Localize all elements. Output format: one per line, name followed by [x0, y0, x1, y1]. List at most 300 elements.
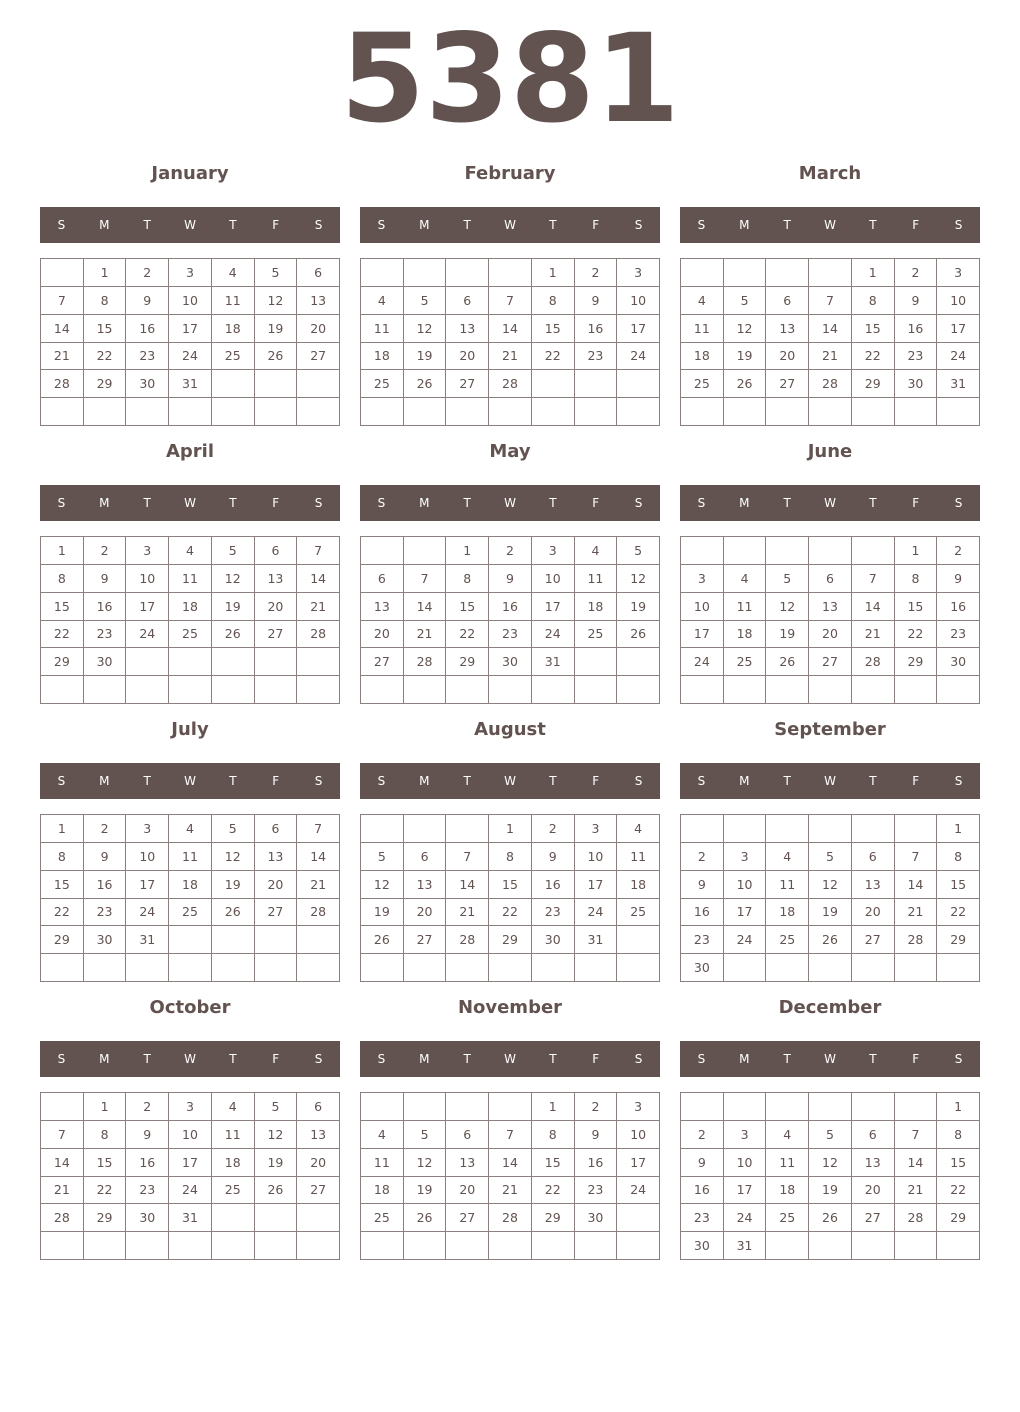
weekday-label: M — [739, 218, 750, 232]
day-cell: 20 — [361, 621, 404, 649]
empty-day-cell — [724, 259, 767, 287]
day-cell: 27 — [446, 370, 489, 398]
weekday-label: F — [272, 496, 280, 510]
day-cell: 20 — [297, 1149, 340, 1177]
day-cell: 5 — [724, 287, 767, 315]
day-cell: 24 — [617, 1177, 660, 1205]
weekday-label: T — [229, 218, 237, 232]
day-cell: 20 — [766, 343, 809, 371]
empty-day-cell — [852, 398, 895, 426]
day-cell: 25 — [575, 621, 618, 649]
day-cell: 3 — [724, 843, 767, 871]
day-cell: 17 — [617, 1149, 660, 1177]
empty-day-cell — [617, 1232, 660, 1260]
day-cell: 15 — [84, 315, 127, 343]
day-cell: 12 — [255, 287, 298, 315]
day-cell: 2 — [895, 259, 938, 287]
day-cell: 24 — [575, 899, 618, 927]
day-cell: 5 — [809, 1121, 852, 1149]
empty-day-cell — [766, 1232, 809, 1260]
day-cell: 29 — [84, 370, 127, 398]
day-cell: 16 — [681, 1177, 724, 1205]
day-cell: 5 — [361, 843, 404, 871]
weekday-label: F — [912, 774, 920, 788]
day-cell: 25 — [212, 343, 255, 371]
day-cell: 24 — [681, 648, 724, 676]
day-grid — [360, 258, 660, 426]
empty-day-cell — [297, 926, 340, 954]
day-cell: 23 — [575, 343, 618, 371]
empty-day-cell — [895, 1232, 938, 1260]
day-cell: 1 — [446, 537, 489, 565]
empty-day-cell — [681, 537, 724, 565]
day-cell: 25 — [169, 899, 212, 927]
day-cell: 16 — [937, 593, 980, 621]
day-cell: 1 — [532, 259, 575, 287]
day-cell: 14 — [41, 1149, 84, 1177]
weekday-label: S — [634, 1052, 643, 1066]
day-cell: 31 — [169, 370, 212, 398]
day-cell: 19 — [809, 1177, 852, 1205]
empty-day-cell — [532, 398, 575, 426]
day-cell: 25 — [681, 370, 724, 398]
day-cell: 11 — [766, 1149, 809, 1177]
day-cell: 19 — [724, 343, 767, 371]
day-cell: 26 — [212, 621, 255, 649]
day-cell: 11 — [617, 843, 660, 871]
day-cell: 27 — [255, 899, 298, 927]
day-cell: 22 — [937, 1177, 980, 1205]
day-cell: 11 — [169, 843, 212, 871]
day-cell: 8 — [41, 565, 84, 593]
day-cell: 3 — [169, 1093, 212, 1121]
weekday-label: T — [143, 218, 151, 232]
empty-day-cell — [489, 1093, 532, 1121]
month-name: January — [151, 163, 229, 184]
day-cell: 18 — [766, 899, 809, 927]
month-name: October — [149, 997, 231, 1018]
day-cell: 20 — [852, 1177, 895, 1205]
day-cell: 27 — [766, 370, 809, 398]
day-cell: 24 — [724, 926, 767, 954]
day-cell: 13 — [446, 315, 489, 343]
day-cell: 16 — [126, 315, 169, 343]
day-cell: 26 — [809, 926, 852, 954]
empty-day-cell — [681, 398, 724, 426]
day-cell: 1 — [532, 1093, 575, 1121]
empty-day-cell — [532, 954, 575, 982]
day-cell: 20 — [404, 899, 447, 927]
day-cell: 26 — [255, 343, 298, 371]
day-cell: 19 — [617, 593, 660, 621]
day-cell: 2 — [84, 815, 127, 843]
empty-day-cell — [575, 676, 618, 704]
empty-day-cell — [404, 676, 447, 704]
day-cell: 10 — [681, 593, 724, 621]
day-cell: 27 — [809, 648, 852, 676]
day-cell: 27 — [446, 1204, 489, 1232]
day-cell: 29 — [41, 926, 84, 954]
day-cell: 4 — [681, 287, 724, 315]
day-cell: 21 — [297, 871, 340, 899]
day-cell: 11 — [212, 1121, 255, 1149]
day-cell: 15 — [895, 593, 938, 621]
day-cell: 10 — [724, 871, 767, 899]
day-cell: 11 — [681, 315, 724, 343]
empty-day-cell — [766, 954, 809, 982]
weekday-label: W — [824, 1052, 836, 1066]
day-cell: 18 — [766, 1177, 809, 1205]
day-cell: 24 — [169, 1177, 212, 1205]
day-cell: 9 — [895, 287, 938, 315]
weekday-label: M — [99, 496, 110, 510]
day-cell: 2 — [489, 537, 532, 565]
day-cell: 12 — [809, 871, 852, 899]
weekday-label: T — [869, 774, 877, 788]
day-cell: 7 — [297, 537, 340, 565]
weekday-label: M — [99, 218, 110, 232]
weekday-label: W — [824, 774, 836, 788]
weekday-label: T — [463, 496, 471, 510]
weekday-label: T — [549, 218, 557, 232]
day-cell: 18 — [212, 1149, 255, 1177]
empty-day-cell — [212, 648, 255, 676]
day-cell: 23 — [681, 1204, 724, 1232]
empty-day-cell — [297, 1232, 340, 1260]
day-cell: 9 — [532, 843, 575, 871]
day-cell: 8 — [895, 565, 938, 593]
day-cell: 22 — [937, 899, 980, 927]
day-cell: 6 — [446, 287, 489, 315]
day-cell: 22 — [852, 343, 895, 371]
empty-day-cell — [766, 398, 809, 426]
day-cell: 3 — [617, 259, 660, 287]
day-cell: 30 — [681, 1232, 724, 1260]
weekday-label: T — [549, 774, 557, 788]
empty-day-cell — [169, 398, 212, 426]
day-cell: 7 — [489, 1121, 532, 1149]
day-cell: 3 — [169, 259, 212, 287]
weekday-header — [680, 485, 980, 521]
day-cell: 19 — [255, 315, 298, 343]
day-cell: 21 — [297, 593, 340, 621]
day-cell: 15 — [937, 1149, 980, 1177]
day-cell: 2 — [575, 259, 618, 287]
day-cell: 21 — [809, 343, 852, 371]
day-cell: 24 — [126, 899, 169, 927]
weekday-label: S — [377, 496, 386, 510]
day-cell: 12 — [809, 1149, 852, 1177]
weekday-label: S — [314, 1052, 323, 1066]
day-cell: 7 — [489, 287, 532, 315]
day-cell: 8 — [937, 843, 980, 871]
day-cell: 11 — [361, 315, 404, 343]
weekday-label: S — [314, 218, 323, 232]
day-cell: 31 — [724, 1232, 767, 1260]
day-cell: 6 — [361, 565, 404, 593]
day-cell: 27 — [297, 343, 340, 371]
day-cell: 8 — [84, 1121, 127, 1149]
weekday-label: S — [634, 496, 643, 510]
day-cell: 25 — [169, 621, 212, 649]
weekday-label: F — [272, 218, 280, 232]
day-cell: 21 — [895, 899, 938, 927]
day-cell: 1 — [41, 537, 84, 565]
empty-day-cell — [255, 926, 298, 954]
day-cell: 3 — [126, 537, 169, 565]
weekday-label: M — [739, 496, 750, 510]
weekday-label: T — [869, 496, 877, 510]
day-cell: 14 — [895, 1149, 938, 1177]
day-cell: 17 — [575, 871, 618, 899]
empty-day-cell — [724, 398, 767, 426]
empty-day-cell — [212, 676, 255, 704]
day-grid — [40, 1092, 340, 1260]
empty-day-cell — [297, 370, 340, 398]
day-cell: 6 — [297, 259, 340, 287]
day-cell: 1 — [84, 1093, 127, 1121]
weekday-label: M — [419, 1052, 430, 1066]
empty-day-cell — [532, 370, 575, 398]
day-cell: 25 — [212, 1177, 255, 1205]
empty-day-cell — [84, 676, 127, 704]
empty-day-cell — [809, 398, 852, 426]
day-cell: 2 — [532, 815, 575, 843]
day-cell: 28 — [41, 1204, 84, 1232]
empty-day-cell — [766, 815, 809, 843]
day-cell: 30 — [895, 370, 938, 398]
weekday-label: W — [824, 496, 836, 510]
day-cell: 13 — [404, 871, 447, 899]
day-cell: 18 — [681, 343, 724, 371]
day-cell: 12 — [617, 565, 660, 593]
weekday-label: T — [869, 1052, 877, 1066]
day-cell: 21 — [446, 899, 489, 927]
day-cell: 31 — [126, 926, 169, 954]
day-cell: 11 — [169, 565, 212, 593]
weekday-label: F — [912, 496, 920, 510]
month-name: April — [165, 441, 215, 462]
day-cell: 13 — [446, 1149, 489, 1177]
weekday-label: F — [592, 1052, 600, 1066]
empty-day-cell — [361, 1232, 404, 1260]
day-cell: 27 — [255, 621, 298, 649]
empty-day-cell — [169, 926, 212, 954]
day-cell: 19 — [404, 343, 447, 371]
empty-day-cell — [297, 954, 340, 982]
day-cell: 8 — [532, 1121, 575, 1149]
day-cell: 15 — [41, 593, 84, 621]
empty-day-cell — [489, 1232, 532, 1260]
empty-day-cell — [84, 954, 127, 982]
day-cell: 9 — [489, 565, 532, 593]
day-cell: 17 — [169, 315, 212, 343]
empty-day-cell — [681, 815, 724, 843]
empty-day-cell — [361, 537, 404, 565]
empty-day-cell — [404, 1232, 447, 1260]
day-cell: 3 — [575, 815, 618, 843]
day-cell: 30 — [575, 1204, 618, 1232]
day-cell: 1 — [84, 259, 127, 287]
day-cell: 29 — [84, 1204, 127, 1232]
day-cell: 15 — [937, 871, 980, 899]
day-grid — [40, 536, 340, 704]
month-name: September — [774, 719, 886, 740]
day-cell: 5 — [809, 843, 852, 871]
day-cell: 4 — [169, 537, 212, 565]
day-cell: 4 — [212, 1093, 255, 1121]
day-cell: 17 — [681, 621, 724, 649]
month-name: March — [798, 163, 862, 184]
day-cell: 5 — [404, 1121, 447, 1149]
day-cell: 26 — [212, 899, 255, 927]
empty-day-cell — [617, 648, 660, 676]
day-cell: 18 — [617, 871, 660, 899]
day-cell: 9 — [937, 565, 980, 593]
day-cell: 12 — [255, 1121, 298, 1149]
weekday-label: F — [912, 218, 920, 232]
weekday-label: M — [419, 218, 430, 232]
empty-day-cell — [766, 676, 809, 704]
day-cell: 19 — [766, 621, 809, 649]
weekday-label: F — [272, 774, 280, 788]
day-cell: 3 — [126, 815, 169, 843]
empty-day-cell — [126, 398, 169, 426]
weekday-label: M — [419, 774, 430, 788]
empty-day-cell — [766, 1093, 809, 1121]
day-cell: 20 — [446, 1177, 489, 1205]
empty-day-cell — [255, 1204, 298, 1232]
empty-day-cell — [895, 398, 938, 426]
day-cell: 10 — [169, 287, 212, 315]
empty-day-cell — [575, 648, 618, 676]
day-cell: 28 — [489, 370, 532, 398]
day-cell: 6 — [446, 1121, 489, 1149]
day-cell: 21 — [489, 1177, 532, 1205]
weekday-label: S — [954, 218, 963, 232]
weekday-label: S — [377, 218, 386, 232]
day-cell: 17 — [532, 593, 575, 621]
day-cell: 17 — [126, 593, 169, 621]
weekday-label: S — [697, 218, 706, 232]
weekday-label: S — [57, 774, 66, 788]
day-cell: 24 — [617, 343, 660, 371]
weekday-label: S — [377, 1052, 386, 1066]
weekday-label: S — [634, 218, 643, 232]
day-cell: 20 — [852, 899, 895, 927]
day-cell: 19 — [255, 1149, 298, 1177]
day-cell: 15 — [852, 315, 895, 343]
day-cell: 14 — [297, 843, 340, 871]
day-cell: 13 — [297, 287, 340, 315]
weekday-label: S — [697, 1052, 706, 1066]
day-grid — [360, 814, 660, 982]
day-cell: 6 — [852, 1121, 895, 1149]
day-cell: 7 — [297, 815, 340, 843]
day-cell: 25 — [724, 648, 767, 676]
day-cell: 4 — [361, 287, 404, 315]
empty-day-cell — [681, 1093, 724, 1121]
day-cell: 29 — [446, 648, 489, 676]
day-cell: 18 — [212, 315, 255, 343]
day-cell: 1 — [852, 259, 895, 287]
day-cell: 1 — [937, 1093, 980, 1121]
day-cell: 9 — [126, 287, 169, 315]
day-cell: 21 — [895, 1177, 938, 1205]
day-cell: 15 — [489, 871, 532, 899]
day-grid — [680, 814, 980, 982]
weekday-label: S — [377, 774, 386, 788]
weekday-label: T — [463, 218, 471, 232]
weekday-label: W — [184, 1052, 196, 1066]
day-cell: 22 — [84, 343, 127, 371]
day-cell: 13 — [297, 1121, 340, 1149]
day-cell: 27 — [852, 1204, 895, 1232]
day-cell: 30 — [84, 926, 127, 954]
empty-day-cell — [361, 815, 404, 843]
day-cell: 11 — [724, 593, 767, 621]
empty-day-cell — [169, 648, 212, 676]
empty-day-cell — [212, 370, 255, 398]
empty-day-cell — [361, 1093, 404, 1121]
day-cell: 24 — [724, 1204, 767, 1232]
day-cell: 29 — [937, 1204, 980, 1232]
empty-day-cell — [404, 537, 447, 565]
day-cell: 4 — [766, 1121, 809, 1149]
day-cell: 11 — [212, 287, 255, 315]
day-cell: 28 — [895, 926, 938, 954]
empty-day-cell — [212, 926, 255, 954]
day-cell: 25 — [766, 1204, 809, 1232]
day-cell: 21 — [404, 621, 447, 649]
day-cell: 15 — [532, 315, 575, 343]
empty-day-cell — [446, 815, 489, 843]
empty-day-cell — [255, 648, 298, 676]
day-cell: 18 — [361, 1177, 404, 1205]
weekday-label: M — [99, 774, 110, 788]
weekday-label: T — [143, 1052, 151, 1066]
day-cell: 5 — [617, 537, 660, 565]
day-cell: 8 — [532, 287, 575, 315]
empty-day-cell — [937, 398, 980, 426]
empty-day-cell — [297, 676, 340, 704]
empty-day-cell — [575, 398, 618, 426]
weekday-header — [680, 207, 980, 243]
weekday-label: S — [954, 1052, 963, 1066]
day-cell: 31 — [532, 648, 575, 676]
day-cell: 15 — [532, 1149, 575, 1177]
empty-day-cell — [617, 676, 660, 704]
day-cell: 26 — [361, 926, 404, 954]
weekday-header — [40, 485, 340, 521]
day-cell: 29 — [532, 1204, 575, 1232]
weekday-label: T — [229, 1052, 237, 1066]
empty-day-cell — [446, 1093, 489, 1121]
empty-day-cell — [255, 398, 298, 426]
day-cell: 24 — [532, 621, 575, 649]
weekday-label: T — [869, 218, 877, 232]
empty-day-cell — [724, 815, 767, 843]
day-cell: 29 — [895, 648, 938, 676]
empty-day-cell — [895, 676, 938, 704]
empty-day-cell — [617, 398, 660, 426]
empty-day-cell — [446, 259, 489, 287]
day-cell: 31 — [169, 1204, 212, 1232]
empty-day-cell — [297, 648, 340, 676]
day-cell: 21 — [41, 343, 84, 371]
empty-day-cell — [361, 398, 404, 426]
day-cell: 8 — [84, 287, 127, 315]
